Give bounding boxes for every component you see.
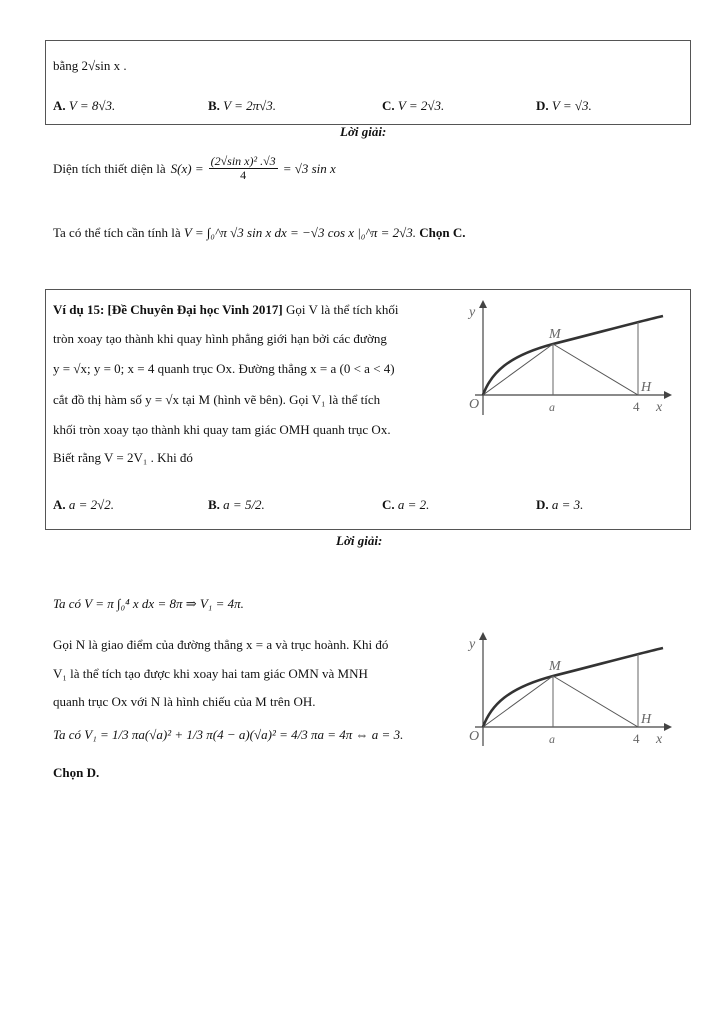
- x-axis-arrow: [664, 391, 672, 399]
- previous-example-tail: bằng 2√sin x .: [53, 58, 127, 73]
- sqrt-graph-figure: [463, 298, 685, 418]
- volume-formula: Ta có thể tích cần tính là V = ∫₀^π √3 sin x dx = −√3 cos x |₀^π = 2√3. Chọn C.: [53, 225, 466, 240]
- solution2-line-3: V₁ là thể tích tạo được khi xoay hai tam giác OMN và MNH: [53, 666, 368, 681]
- segment-om: [483, 676, 553, 727]
- label-o: O: [469, 397, 480, 412]
- segment-mh: [553, 676, 638, 727]
- example-title: Ví dụ 15: [Đề Chuyên Đại học Vinh 2017]: [53, 302, 283, 317]
- y-axis-arrow: [479, 632, 487, 640]
- example-option-b: B. a = 5/2.: [208, 497, 265, 512]
- label-a: a: [549, 732, 555, 746]
- solution-heading: Lời giải:: [340, 124, 387, 139]
- option-a: A. V = 8√3.: [53, 98, 116, 113]
- solution2-line-5: Ta có V₁ = 1/3 πa(√a)² + 1/3 π(4 − a)(√a)² = 4/3 πa = 4π ⇔ a = 3.: [53, 727, 404, 742]
- example-option-c: C. a = 2.: [382, 497, 430, 512]
- label-m: M: [549, 327, 561, 342]
- y-axis-arrow: [479, 300, 487, 308]
- label-4: 4: [633, 399, 640, 414]
- label-m: M: [549, 659, 561, 674]
- solution2-heading: Lời giải:: [336, 533, 383, 548]
- example-line-3: y = √x; y = 0; x = 4 quanh trục Ox. Đường thẳng x = a (0 < a < 4): [53, 361, 395, 376]
- example-line-5: khối tròn xoay tạo thành khi quay tam giác OMH quanh trục Ox.: [53, 422, 391, 437]
- solution2-line-1: Ta có V = π ∫₀⁴ x dx = 8π ⇒ V₁ = 4π.: [53, 596, 244, 611]
- example-option-d: D. a = 3.: [536, 497, 584, 512]
- label-x: x: [656, 400, 663, 415]
- label-h: H: [641, 712, 652, 727]
- previous-example-box: [45, 40, 691, 125]
- label-4: 4: [633, 731, 640, 746]
- label-h: H: [641, 380, 652, 395]
- example-line-2: tròn xoay tạo thành khi quay hình phẳng giới hạn bởi các đường: [53, 331, 387, 346]
- label-o: O: [469, 729, 480, 744]
- label-y: y: [469, 305, 476, 320]
- option-d: D. V = √3.: [536, 98, 592, 113]
- area-formula: Diện tích thiết diện là S(x) = $\frac{\text{(2√sin x)² .√3}}{4}$ = √3 sin x: [53, 154, 336, 182]
- segment-mh: [553, 344, 638, 395]
- solution2-line-2: Gọi N là giao điểm của đường thẳng x = a và trục hoành. Khi đó: [53, 637, 389, 652]
- label-x: x: [656, 732, 663, 747]
- example-line-4: cắt đồ thị hàm số y = √x tại M (hình vẽ bên). Gọi V₁ là thể tích: [53, 392, 381, 407]
- option-c: C. V = 2√3.: [382, 98, 445, 113]
- sqrt-graph-figure-solution: [463, 628, 685, 750]
- label-a: a: [549, 400, 555, 414]
- example-line-1: Ví dụ 15: [Đề Chuyên Đại học Vinh 2017] Gọi V là thể tích khối: [53, 302, 399, 317]
- segment-om: [483, 344, 553, 395]
- x-axis-arrow: [664, 723, 672, 731]
- example-option-a: A. a = 2√2.: [53, 497, 115, 512]
- label-y: y: [469, 637, 476, 652]
- solution2-line-4: quanh trục Ox với N là hình chiếu của M trên OH.: [53, 694, 316, 709]
- option-b: B. V = 2π√3.: [208, 98, 277, 113]
- solution2-choice: Chọn D.: [53, 765, 100, 780]
- example-line-6: Biết rằng V = 2V₁ . Khi đó: [53, 450, 193, 465]
